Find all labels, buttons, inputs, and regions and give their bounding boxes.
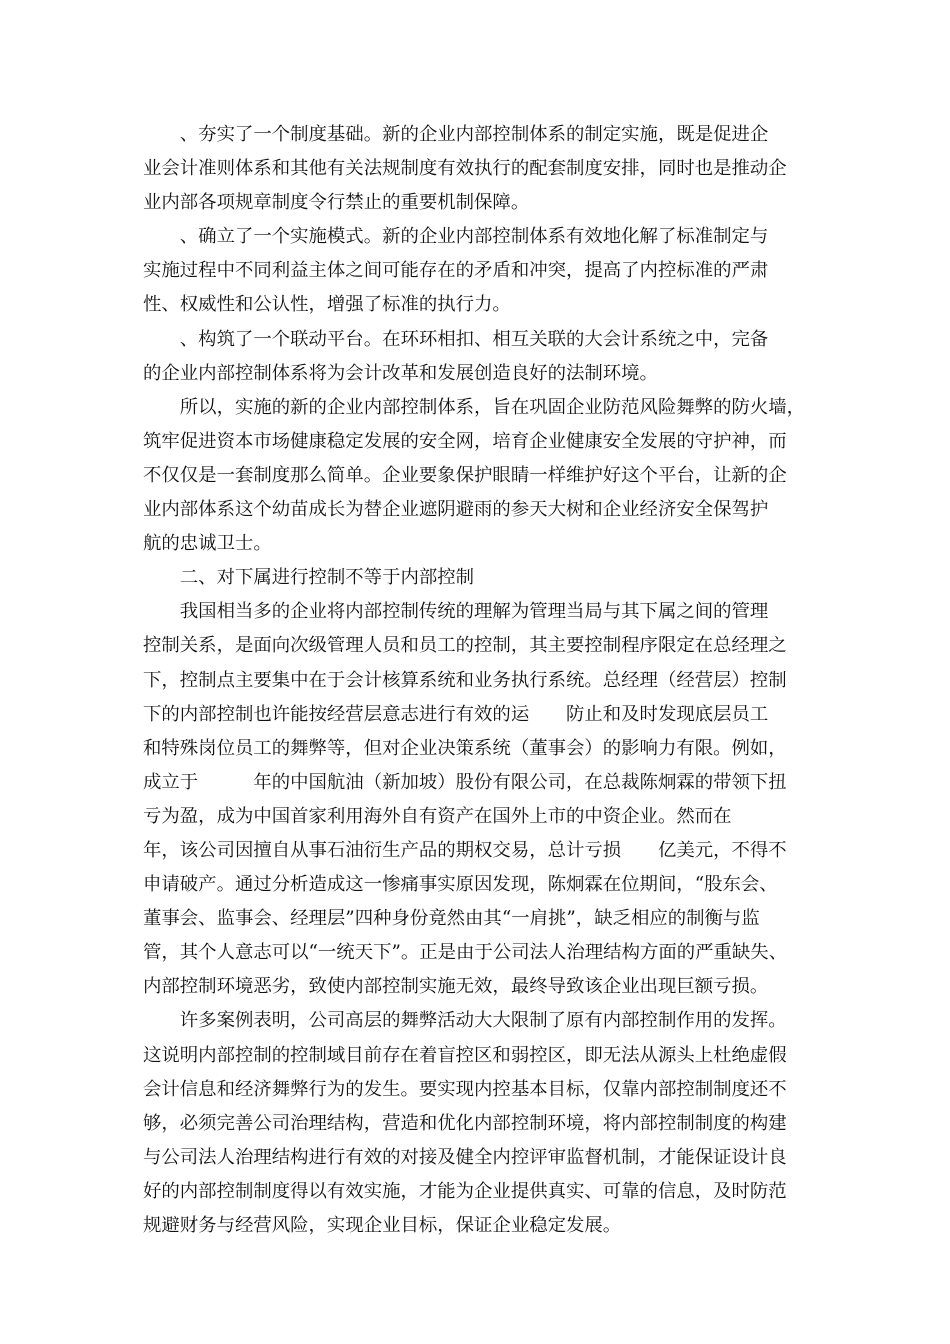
- text-line: 与公司法人治理结构进行有效的对接及健全内控评审监督机制，才能保证设计良: [143, 1146, 787, 1168]
- text-line: 这说明内部控制的控制域目前存在着盲控区和弱控区，即无法从源头上杜绝虚假: [143, 1044, 787, 1066]
- text-line: 筑牢促进资本市场健康稳定发展的安全网，培育企业健康安全发展的守护神，而: [143, 430, 787, 452]
- text-line: 、构筑了一个联动平台。在环环相扣、相互关联的大会计系统之中，完备: [143, 328, 769, 350]
- text-line: 实施过程中不同利益主体之间可能存在的矛盾和冲突，提高了内控标准的严肃: [143, 260, 769, 282]
- document-body: [143, 118, 811, 1243]
- text-line: 性、权威性和公认性，增强了标准的执行力。: [143, 294, 511, 316]
- text-line: 我国相当多的企业将内部控制传统的理解为管理当局与其下属之间的管理: [143, 601, 769, 623]
- text-line: 成立于 年的中国航油（新加坡）股份有限公司，在总裁陈炯霖的带领下扭: [143, 771, 787, 793]
- text-line: 管，其个人意志可以“一统天下”。正是由于公司法人治理结构方面的严重缺失、: [143, 942, 788, 964]
- text-line: 董事会、监事会、经理层”四种身份竟然由其“一肩挑”，缺乏相应的制衡与监: [143, 908, 760, 930]
- text-line: 内部控制环境恶劣，致使内部控制实施无效，最终导致该企业出现巨额亏损。: [143, 976, 769, 998]
- section-heading: 二、对下属进行控制不等于内部控制: [143, 567, 475, 589]
- text-line: 申请破产。通过分析造成这一惨痛事实原因发现，陈炯霖在位期间，“股东会、: [143, 874, 778, 896]
- text-line: 的企业内部控制体系将为会计改革和发展创造良好的法制环境。: [143, 362, 658, 384]
- text-line: 所以，实施的新的企业内部控制体系，旨在巩固企业防范风险舞弊的防火墙，: [143, 396, 806, 418]
- text-line: 许多案例表明，公司高层的舞弊活动大大限制了原有内部控制作用的发挥。: [143, 1010, 787, 1032]
- text-line: 业内部体系这个幼苗成长为替企业遮阴避雨的参天大树和企业经济安全保驾护: [143, 499, 769, 521]
- text-line: 业会计准则体系和其他有关法规制度有效执行的配套制度安排，同时也是推动企: [143, 158, 787, 180]
- text-line: 和特殊岗位员工的舞弊等，但对企业决策系统（董事会）的影响力有限。例如，: [143, 737, 787, 759]
- text-line: 、夯实了一个制度基础。新的企业内部控制体系的制定实施，既是促进企: [143, 124, 769, 145]
- text-line: 、确立了一个实施模式。新的企业内部控制体系有效地化解了标准制定与: [143, 226, 769, 248]
- text-line: 业内部各项规章制度令行禁止的重要机制保障。: [143, 192, 530, 214]
- text-line: 下的内部控制也许能按经营层意志进行有效的运 防止和及时发现底层员工: [143, 703, 769, 725]
- text-line: 下，控制点主要集中在于会计核算系统和业务执行系统。总经理（经营层）控制: [143, 669, 787, 691]
- text-line: 亏为盈，成为中国首家利用海外自有资产在国外上市的中资企业。然而在: [143, 805, 732, 827]
- text-line: 年，该公司因擅自从事石油衍生产品的期权交易，总计亏损 亿美元，不得不: [143, 839, 787, 861]
- text-line: 航的忠诚卫士。: [143, 533, 272, 555]
- text-line: 规避财务与经营风险，实现企业目标，保证企业稳定发展。: [143, 1215, 622, 1236]
- text-line: 会计信息和经济舞弊行为的发生。要实现内控基本目标，仅靠内部控制制度还不: [143, 1078, 787, 1100]
- text-line: 够，必须完善公司治理结构，营造和优化内部控制环境，将内部控制制度的构建: [143, 1112, 787, 1134]
- text-line: 控制关系，是面向次级管理人员和员工的控制，其主要控制程序限定在总经理之: [143, 635, 787, 657]
- text-line: 不仅仅是一套制度那么简单。企业要象保护眼睛一样维护好这个平台，让新的企: [143, 464, 787, 486]
- text-line: 好的内部控制制度得以有效实施，才能为企业提供真实、可靠的信息，及时防范: [143, 1180, 787, 1202]
